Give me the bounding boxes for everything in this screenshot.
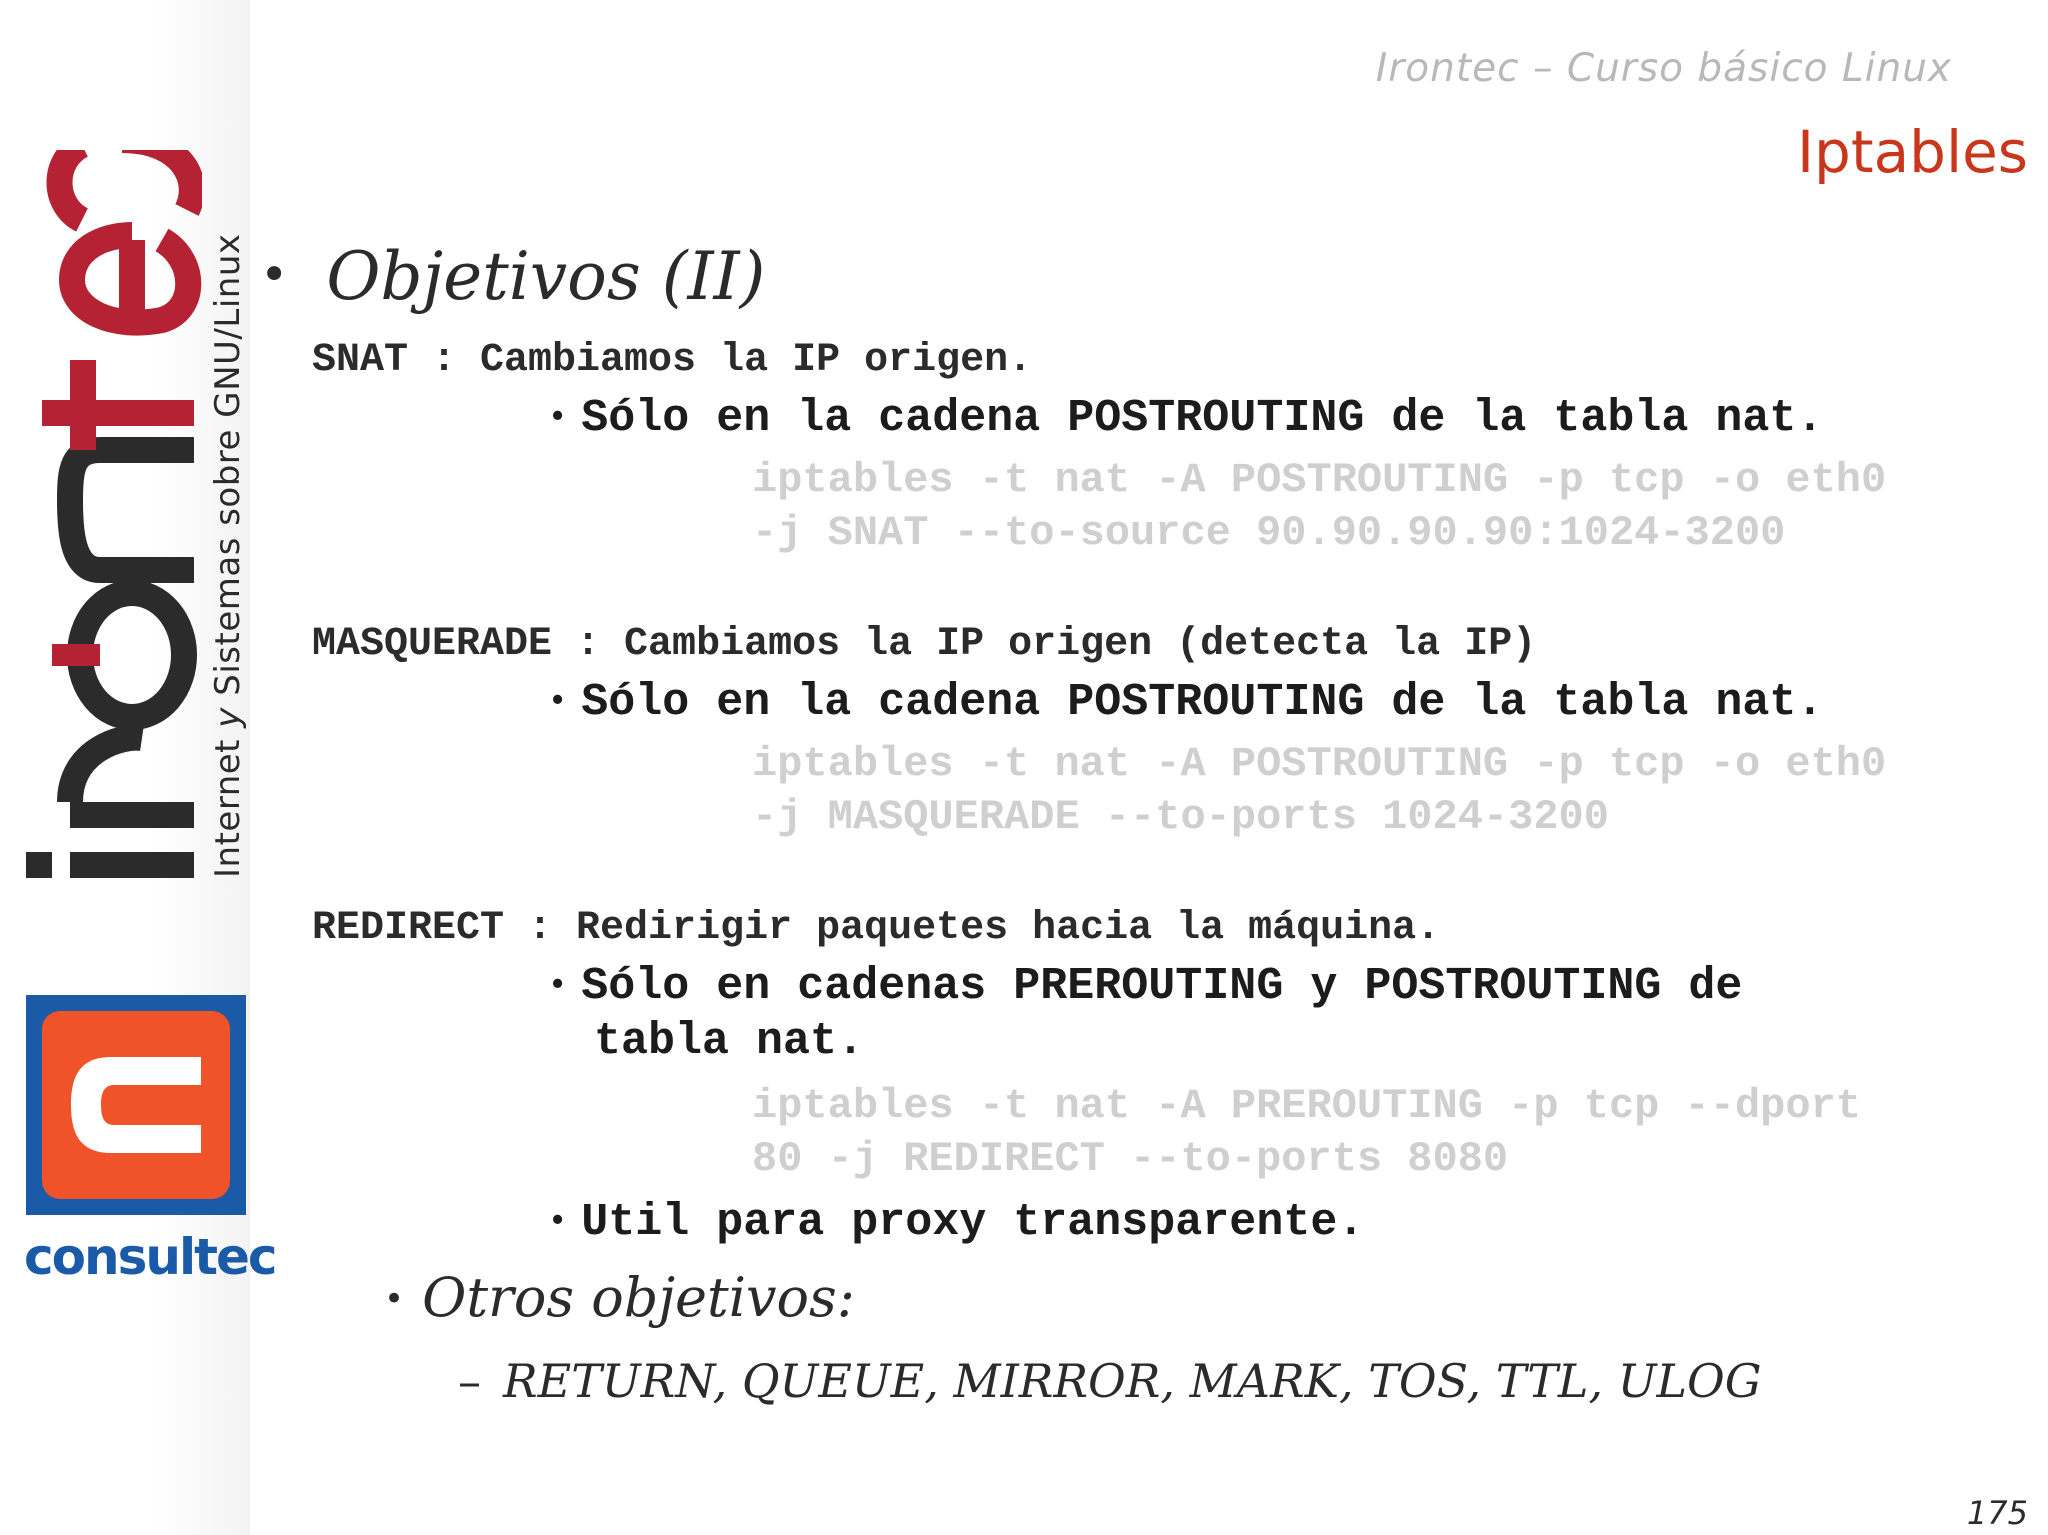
redirect-command-line-2: 80 -j REDIRECT --to-ports 8080 bbox=[752, 1135, 1509, 1183]
redirect-heading: REDIRECT : Redirigir paquetes hacia la máquina. bbox=[312, 906, 1441, 951]
snat-heading: SNAT : Cambiamos la IP origen. bbox=[312, 338, 1033, 383]
masquerade-command-line-1: iptables -t nat -A POSTROUTING -p tcp -o eth0 bbox=[752, 740, 1887, 788]
irontec-logo bbox=[12, 150, 202, 890]
main-bullet: • Objetivos (II) bbox=[260, 238, 766, 315]
course-title: Irontec – Curso básico Linux bbox=[1375, 46, 1952, 91]
snat-bullet: • Sólo en la cadena POSTROUTING de la tabla nat. bbox=[548, 393, 1824, 444]
redirect-command-line-1: iptables -t nat -A PREROUTING -p tcp --dport bbox=[752, 1082, 1861, 1130]
other-targets-bullet: • Otros objetivos: bbox=[384, 1266, 855, 1329]
consultec-wordmark: consultec bbox=[24, 1228, 276, 1286]
redirect-bullet: • Sólo en cadenas PREROUTING y POSTROUTING de bbox=[548, 961, 1743, 1012]
other-targets-list: – RETURN, QUEUE, MIRROR, MARK, TOS, TTL, ULOG bbox=[458, 1354, 1762, 1408]
masquerade-bullet: • Sólo en la cadena POSTROUTING de la tabla nat. bbox=[548, 677, 1824, 728]
snat-command-line-1: iptables -t nat -A POSTROUTING -p tcp -o eth0 bbox=[752, 456, 1887, 504]
section-title: Iptables bbox=[1796, 118, 2028, 186]
masquerade-heading: MASQUERADE : Cambiamos la IP origen (detecta la IP) bbox=[312, 622, 1537, 667]
masquerade-command-line-2: -j MASQUERADE --to-ports 1024-3200 bbox=[752, 793, 1609, 841]
redirect-bullet-proxy: • Util para proxy transparente. bbox=[548, 1197, 1365, 1248]
consultec-logo-icon bbox=[26, 995, 246, 1215]
page-number: 175 bbox=[1966, 1494, 2028, 1532]
redirect-bullet-continued: tabla nat. bbox=[594, 1016, 865, 1067]
brand-tagline: Internet y Sistemas sobre GNU/Linux bbox=[208, 233, 248, 878]
snat-command-line-2: -j SNAT --to-source 90.90.90.90:1024-3200 bbox=[752, 509, 1786, 557]
